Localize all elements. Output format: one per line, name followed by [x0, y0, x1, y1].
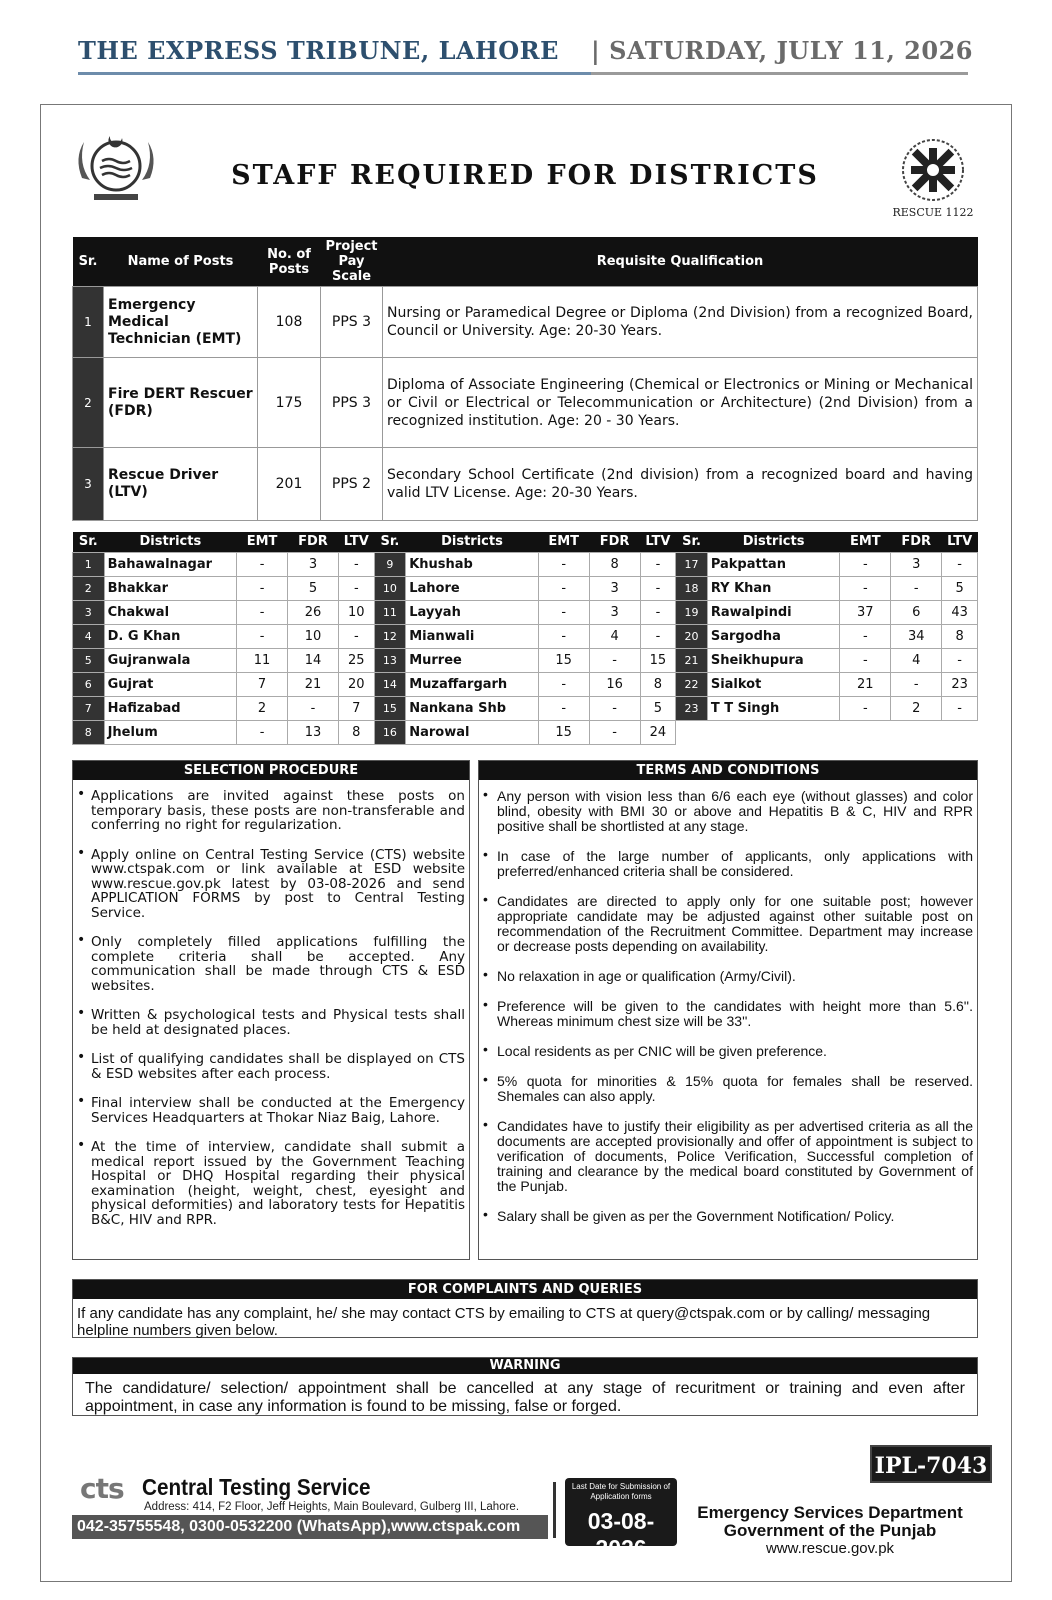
selection-procedure-box: [72, 760, 470, 1260]
cts-contact: 042-35755548, 0300-0532200 (WhatsApp),www.ctspak.com: [72, 1515, 548, 1539]
header-qualification: Requisite Qualification: [383, 237, 978, 287]
district-name: RY Khan: [707, 576, 839, 600]
district-ltv: 43: [942, 600, 978, 624]
terms-heading: TERMS AND CONDITIONS: [479, 761, 977, 780]
district-name: Muzaffargarh: [406, 672, 538, 696]
posts-table: [72, 237, 978, 521]
punjab-govt-logo: [72, 128, 160, 206]
post-qualification: Nursing or Paramedical Degree or Diploma (2nd Division) from a recognized Board, Council or University. Age: 20-30 Years.: [383, 287, 978, 358]
district-name: Gujranwala: [104, 648, 236, 672]
district-sr: 22: [676, 672, 708, 696]
district-fdr: -: [589, 720, 640, 744]
district-row: [73, 552, 978, 576]
footer-divider: [553, 1482, 556, 1538]
warning-text: The candidature/ selection/ appointment shall be cancelled at any stage of recuritment or training and even after appointment, in case any information is found to be missing, false or forged.: [85, 1380, 965, 1415]
district-row: [73, 696, 978, 720]
district-sr: 10: [374, 576, 406, 600]
district-sr: 13: [374, 648, 406, 672]
district-header-1: Districts: [104, 532, 236, 552]
district-ltv: -: [640, 600, 676, 624]
post-qualification: Diploma of Associate Engineering (Chemical or Electronics or Mining or Mechanical or Civil or Electrical or Telecommunication or Architecture) (2nd Division) from a recognized institution. Age: 20 - 30 Years.: [383, 358, 978, 448]
table-row: [73, 287, 978, 358]
district-header-2: EMT: [840, 532, 891, 552]
header-scale: Project Pay Scale: [321, 237, 383, 287]
selection-item: • At the time of interview, candidate shall submit a medical report issued by the Government Teaching Hospital or DHQ Hospital regarding their physical examination (height, weight, chest, eyesight and physical deformities) and laboratory tests for Hepatitis B&C, HIV and RPR.: [73, 1140, 465, 1227]
district-sr: 3: [73, 600, 105, 624]
district-fdr: -: [891, 672, 942, 696]
last-date-badge: [565, 1478, 677, 1561]
district-ltv: -: [942, 696, 978, 720]
district-name: Bahawalnagar: [104, 552, 236, 576]
district-emt: -: [538, 600, 589, 624]
district-ltv: 25: [338, 648, 374, 672]
district-fdr: 3: [589, 600, 640, 624]
district-emt: -: [538, 696, 589, 720]
district-emt: -: [538, 672, 589, 696]
district-fdr: 3: [288, 552, 339, 576]
district-header-4: LTV: [640, 532, 676, 552]
district-ltv: 7: [338, 696, 374, 720]
district-fdr: 5: [288, 576, 339, 600]
district-header-1: Districts: [406, 532, 538, 552]
table-row: [73, 358, 978, 448]
post-name: Fire DERT Rescuer (FDR): [104, 358, 258, 448]
post-name: Rescue Driver (LTV): [104, 448, 258, 521]
newspaper-name: THE EXPRESS TRIBUNE, LAHORE: [78, 36, 559, 65]
post-sr: 1: [73, 287, 104, 358]
header-name: Name of Posts: [104, 237, 258, 287]
post-scale: PPS 2: [321, 448, 383, 521]
district-emt: -: [840, 576, 891, 600]
post-name: Emergency Medical Technician (EMT): [104, 287, 258, 358]
district-sr: 20: [676, 624, 708, 648]
district-sr: 21: [676, 648, 708, 672]
district-header-3: FDR: [288, 532, 339, 552]
cts-address: Address: 414, F2 Floor, Jeff Heights, Main Boulevard, Gulberg III, Lahore.: [144, 1501, 520, 1513]
district-sr: 18: [676, 576, 708, 600]
district-name: Khushab: [406, 552, 538, 576]
post-count: 175: [258, 358, 321, 448]
selection-item: • Apply online on Central Testing Service (CTS) website www.ctspak.com or link available at ESD website www.rescue.gov.pk latest by 03-08-2026 and send APPLICATION FORMS by post to Central Testing Service.: [73, 848, 465, 921]
district-sr: 14: [374, 672, 406, 696]
district-ltv: 5: [942, 576, 978, 600]
district-header-0: Sr.: [676, 532, 708, 552]
district-ltv: 20: [338, 672, 374, 696]
masthead: [78, 36, 978, 76]
district-sr: 4: [73, 624, 105, 648]
cts-logo-text: cts: [80, 1472, 124, 1505]
district-fdr: 26: [288, 600, 339, 624]
district-fdr: 8: [589, 552, 640, 576]
district-name: Bhakkar: [104, 576, 236, 600]
district-row: [73, 600, 978, 624]
district-name: Sheikhupura: [707, 648, 839, 672]
esd-block: [682, 1504, 978, 1557]
district-sr: 11: [374, 600, 406, 624]
complaints-text: If any candidate has any complaint, he/ she may contact CTS by emailing to CTS at query@ctspak.com or by calling/ messaging helpline numbers given below.: [77, 1305, 931, 1339]
district-sr: 19: [676, 600, 708, 624]
district-name: Sargodha: [707, 624, 839, 648]
district-row: [73, 576, 978, 600]
district-header-2: EMT: [538, 532, 589, 552]
district-ltv: -: [640, 576, 676, 600]
district-emt: -: [237, 576, 288, 600]
district-header-4: LTV: [942, 532, 978, 552]
district-sr: 15: [374, 696, 406, 720]
district-ltv: 10: [338, 600, 374, 624]
cts-logo: [80, 1472, 124, 1505]
post-scale: PPS 3: [321, 358, 383, 448]
district-sr: 5: [73, 648, 105, 672]
district-fdr: 13: [288, 720, 339, 744]
district-fdr: 21: [288, 672, 339, 696]
district-name: Hafizabad: [104, 696, 236, 720]
post-qualification: Secondary School Certificate (2nd division) from a recognized board and having valid LTV License. Age: 20-30 Years.: [383, 448, 978, 521]
district-emt: -: [840, 552, 891, 576]
district-ltv: 8: [640, 672, 676, 696]
district-emt: -: [840, 696, 891, 720]
district-header-1: Districts: [707, 532, 839, 552]
district-ltv: -: [338, 624, 374, 648]
district-ltv: -: [942, 552, 978, 576]
post-scale: PPS 3: [321, 287, 383, 358]
district-sr: 9: [374, 552, 406, 576]
post-count: 201: [258, 448, 321, 521]
district-emt: -: [237, 600, 288, 624]
terms-item: • Salary shall be given as per the Government Notification/ Policy.: [479, 1209, 973, 1224]
district-fdr: 4: [891, 648, 942, 672]
warning-heading: WARNING: [73, 1358, 977, 1374]
district-name: Layyah: [406, 600, 538, 624]
district-fdr: -: [589, 648, 640, 672]
header-count: No. of Posts: [258, 237, 321, 287]
table-row: [73, 448, 978, 521]
cts-name: Central Testing Service: [142, 1474, 371, 1500]
selection-item: • Applications are invited against these posts on temporary basis, these posts are non-transferable and conferring no right for regularization.: [73, 789, 465, 833]
terms-list: [479, 780, 977, 1224]
esd-website: www.rescue.gov.pk: [765, 1540, 895, 1557]
district-sr: 23: [676, 696, 708, 720]
district-emt: -: [538, 576, 589, 600]
district-ltv: 8: [338, 720, 374, 744]
district-ltv: -: [640, 624, 676, 648]
district-fdr: -: [288, 696, 339, 720]
district-name: D. G Khan: [104, 624, 236, 648]
district-fdr: 2: [891, 696, 942, 720]
district-emt: 2: [237, 696, 288, 720]
district-sr: 7: [73, 696, 105, 720]
district-fdr: 4: [589, 624, 640, 648]
publication-date: | SATURDAY, JULY 11, 2026: [591, 36, 973, 65]
district-ltv: -: [338, 576, 374, 600]
selection-item: • Written & psychological tests and Physical tests shall be held at designated places.: [73, 1008, 465, 1037]
ipl-code: IPL-7043: [870, 1445, 992, 1483]
district-header-2: EMT: [237, 532, 288, 552]
complaints-heading: FOR COMPLAINTS AND QUERIES: [73, 1280, 977, 1299]
empty-cell: [676, 720, 978, 744]
masthead-date-rule: [591, 72, 968, 75]
last-date-value: 03-08-2026: [587, 1508, 655, 1561]
district-name: Rawalpindi: [707, 600, 839, 624]
district-name: Pakpattan: [707, 552, 839, 576]
district-fdr: 10: [288, 624, 339, 648]
district-ltv: 24: [640, 720, 676, 744]
district-ltv: -: [942, 648, 978, 672]
terms-box: [478, 760, 978, 1260]
esd-department: Emergency Services Department: [697, 1503, 963, 1522]
district-emt: -: [538, 552, 589, 576]
district-fdr: 34: [891, 624, 942, 648]
district-header-3: FDR: [589, 532, 640, 552]
terms-item: • No relaxation in age or qualification (Army/Civil).: [479, 969, 973, 984]
terms-item: • In case of the large number of applicants, only applications with preferred/enhanced criteria shall be considered.: [479, 849, 973, 879]
ad-title: STAFF REQUIRED FOR DISTRICTS: [231, 160, 819, 191]
district-emt: -: [538, 624, 589, 648]
district-row: [73, 720, 978, 744]
district-fdr: 6: [891, 600, 942, 624]
district-ltv: -: [338, 552, 374, 576]
warning-box: [72, 1357, 978, 1416]
district-row: [73, 672, 978, 696]
district-sr: 17: [676, 552, 708, 576]
post-sr: 3: [73, 448, 104, 521]
district-emt: -: [237, 624, 288, 648]
selection-heading: SELECTION PROCEDURE: [73, 761, 469, 780]
district-row: [73, 624, 978, 648]
district-emt: 21: [840, 672, 891, 696]
district-fdr: 3: [589, 576, 640, 600]
district-sr: 2: [73, 576, 105, 600]
terms-item: • Any person with vision less than 6/6 each eye (without glasses) and color blind, obesity with BMI 30 or above and Hepatitis B & C, HIV and RPR positive shall be shortlisted at any stage.: [479, 789, 973, 834]
district-emt: 15: [538, 720, 589, 744]
district-ltv: 5: [640, 696, 676, 720]
district-emt: 11: [237, 648, 288, 672]
district-sr: 8: [73, 720, 105, 744]
district-name: Narowal: [406, 720, 538, 744]
district-sr: 6: [73, 672, 105, 696]
district-name: Sialkot: [707, 672, 839, 696]
district-header-3: FDR: [891, 532, 942, 552]
district-fdr: 3: [891, 552, 942, 576]
district-emt: 7: [237, 672, 288, 696]
selection-item: • Final interview shall be conducted at the Emergency Services Headquarters at Thokar Niaz Baig, Lahore.: [73, 1096, 465, 1125]
selection-item: • List of qualifying candidates shall be displayed on CTS & ESD websites after each process.: [73, 1052, 465, 1081]
complaints-box: [72, 1279, 978, 1338]
selection-list: [73, 780, 469, 1227]
district-name: Mianwali: [406, 624, 538, 648]
district-sr: 1: [73, 552, 105, 576]
rescue-1122-logo: [888, 128, 978, 220]
district-sr: 12: [374, 624, 406, 648]
district-ltv: 8: [942, 624, 978, 648]
terms-item: • Preference will be given to the candidates with height more than 5.6''. Whereas minimum chest size will be 33''.: [479, 999, 973, 1029]
district-name: T T Singh: [707, 696, 839, 720]
district-name: Jhelum: [104, 720, 236, 744]
district-emt: 15: [538, 648, 589, 672]
district-fdr: -: [589, 696, 640, 720]
terms-item: • Local residents as per CNIC will be given preference.: [479, 1044, 973, 1059]
district-ltv: -: [640, 552, 676, 576]
terms-item: • Candidates are directed to apply only for one suitable post; however appropriate candidate may be adjusted against other suitable post on recommendation of the Recruitment Committee. Department may increase or decrease posts depending on availability.: [479, 894, 973, 954]
district-header-0: Sr.: [73, 532, 105, 552]
district-table: [72, 532, 978, 745]
terms-item: • 5% quota for minorities & 15% quota for females shall be reserved. Shemales can also apply.: [479, 1074, 973, 1104]
district-header-4: LTV: [338, 532, 374, 552]
district-emt: -: [237, 720, 288, 744]
district-name: Gujrat: [104, 672, 236, 696]
district-fdr: -: [891, 576, 942, 600]
district-ltv: 15: [640, 648, 676, 672]
selection-item: • Only completely filled applications fulfilling the complete criteria shall be accepted. Any communication shall be made through CTS & ESD websites.: [73, 935, 465, 993]
district-sr: 16: [374, 720, 406, 744]
district-emt: -: [840, 624, 891, 648]
last-date-label: Last Date for Submission of Application forms: [571, 1482, 671, 1501]
district-emt: 37: [840, 600, 891, 624]
district-name: Lahore: [406, 576, 538, 600]
district-fdr: 16: [589, 672, 640, 696]
header-sr: Sr.: [73, 237, 104, 287]
rescue-logo-caption: RESCUE 1122: [892, 206, 974, 219]
post-sr: 2: [73, 358, 104, 448]
district-row: [73, 648, 978, 672]
district-name: Murree: [406, 648, 538, 672]
district-emt: -: [237, 552, 288, 576]
district-header-0: Sr.: [374, 532, 406, 552]
district-name: Nankana Shb: [406, 696, 538, 720]
district-emt: -: [840, 648, 891, 672]
district-ltv: 23: [942, 672, 978, 696]
district-fdr: 14: [288, 648, 339, 672]
terms-item: • Candidates have to justify their eligibility as per advertised criteria as all the documents are accepted provisionally and offer of appointment is subject to verification of documents, Police Verification, Successful completion of training and clearance by the medical board constituted by Government of the Punjab.: [479, 1119, 973, 1194]
district-name: Chakwal: [104, 600, 236, 624]
post-count: 108: [258, 287, 321, 358]
esd-government: Government of the Punjab: [723, 1521, 937, 1540]
